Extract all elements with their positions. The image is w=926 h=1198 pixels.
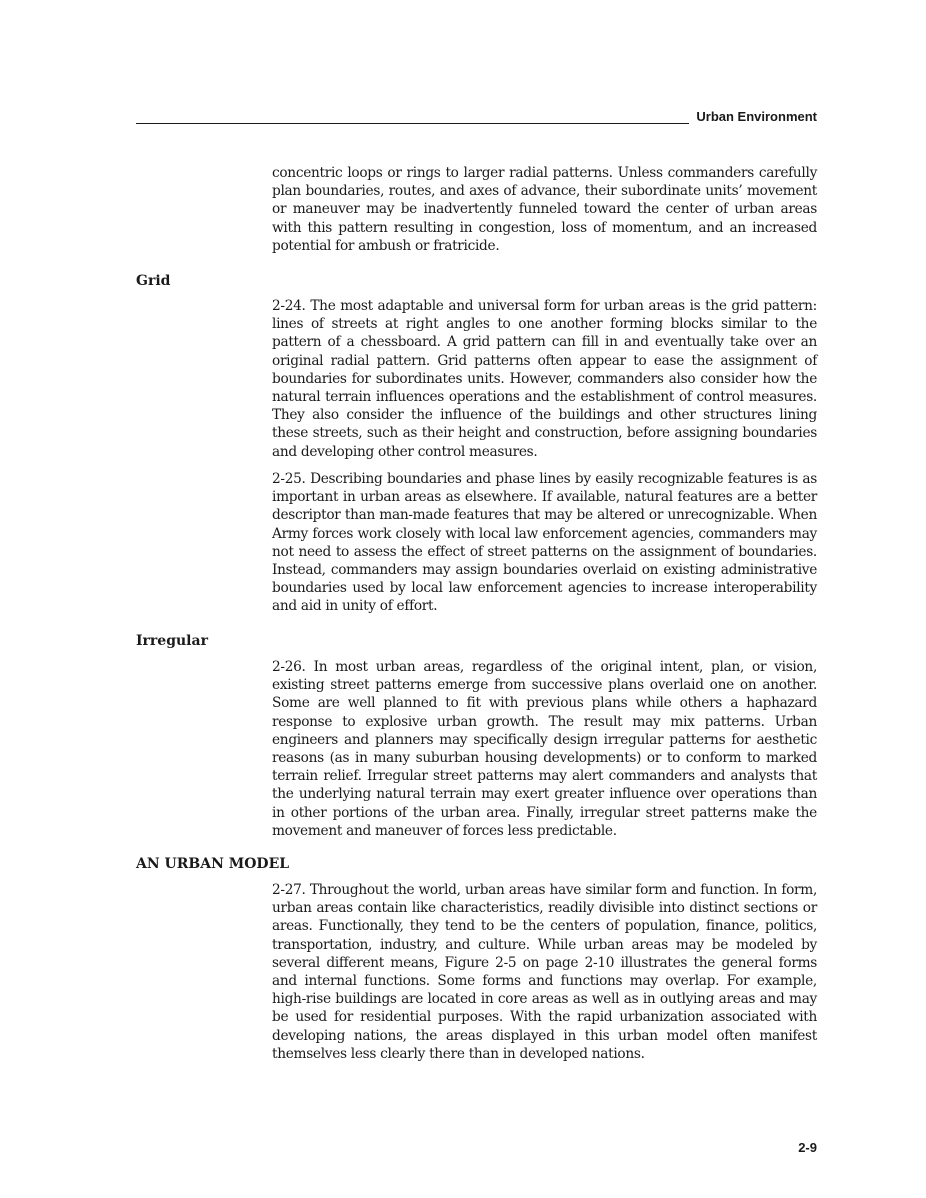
paragraph-2-25: 2-25. Describing boundaries and phase lines by easily recognizable features is as important in urban areas as elsewhere. If available, natural features are a better descriptor than man-made features that may be altered or unrecognizable. When Army forces work closely with local law enforcement agencies, commanders may not need to assess the effect of street patterns on the assignment of boundaries. Instead, commanders may assign boundaries overlaid on existing administrative boundaries used by local law enforcement agencies to increase interoperability and aid in unity of effort. (272, 471, 817, 615)
heading-irregular: Irregular (136, 633, 208, 649)
paragraph-continuation: concentric loops or rings to larger radial patterns. Unless commanders carefully plan boundaries, routes, and axes of advance, their subordinate units’ movement or maneuver may be inadvertently funneled toward the center of urban areas with this pattern resulting in congestion, loss of momentum, and an increased potential for ambush or fratricide. (272, 165, 817, 254)
paragraph-2-27: 2-27. Throughout the world, urban areas have similar form and function. In form, urban areas contain like characteristics, readily divisible into distinct sections or areas. Functionally, they tend to be the centers of population, finance, politics, transportation, industry, and culture. While urban areas may be modeled by several different means, Figure 2-5 on page 2-10 illustrates the general forms and internal functions. Some forms and functions may overlap. For example, high-rise buildings are located in core areas as well as in outlying areas and may be used for residential purposes. With the rapid urbanization associated with developing nations, the areas displayed in this urban model often manifest themselves less clearly there than in developed nations. (272, 882, 817, 1062)
paragraph-2-26: 2-26. In most urban areas, regardless of the original intent, plan, or vision, existing street patterns emerge from successive plans overlaid one on another. Some are well planned to fit with previous plans while others a haphazard response to explosive urban growth. The result may mix patterns. Urban engineers and planners may specifically design irregular patterns for aesthetic reasons (as in many suburban housing developments) or to conform to marked terrain relief. Irregular street patterns may alert commanders and analysts that the underlying natural terrain may exert greater influence over operations than in other portions of the urban area. Finally, irregular street patterns make the movement and maneuver of forces less predictable. (272, 659, 817, 839)
header-rule (136, 123, 689, 124)
paragraph-2-24: 2-24. The most adaptable and universal form for urban areas is the grid pattern: lines of streets at right angles to one another forming blocks similar to the pattern of a chessboard. A grid pattern can fill in and eventually take over an original radial pattern. Grid patterns often appear to ease the assignment of boundaries for subordinates units. However, commanders also consider how the natural terrain influences operations and the establishment of control measures. They also consider the influence of the buildings and other structures lining these streets, such as their height and construction, before assigning boundaries and developing other control measures. (272, 298, 817, 460)
heading-an-urban-model: AN URBAN MODEL (136, 856, 290, 872)
page-number: 2-9 (798, 1140, 817, 1155)
running-header-title: Urban Environment (696, 109, 817, 124)
heading-grid: Grid (136, 273, 171, 289)
